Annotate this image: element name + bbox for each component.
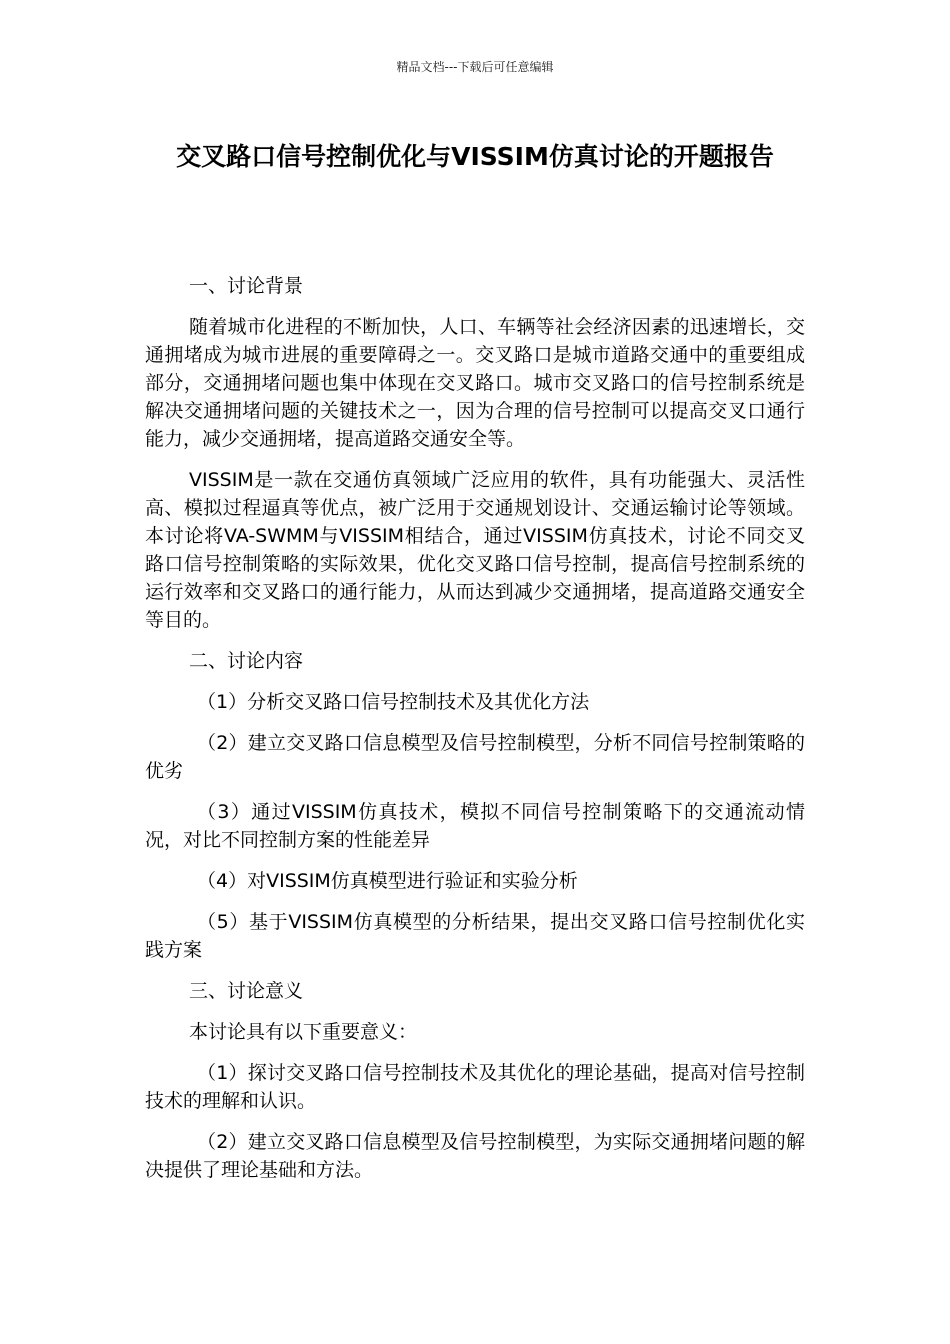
section-heading-content: 二、讨论内容 xyxy=(189,650,304,672)
document-body xyxy=(145,272,805,1197)
page-header-note: 精品文档---下载后可任意编辑 xyxy=(396,60,554,74)
content-item-1: （1）分析交叉路口信号控制技术及其优化方法 xyxy=(197,691,590,713)
background-paragraph-1: 随着城市化进程的不断加快，人口、车辆等社会经济因素的迅速增长，交通拥堵成为城市进展的重要障碍之一。交叉路口是城市道路交通中的重要组成部分，交通拥堵问题也集中体现在交叉路口。城市交叉路口的信号控制系统是解决交通拥堵问题的关键技术之一，因为合理的信号控制可以提高交叉口通行能力，减少交通拥堵，提高道路交通安全等。 xyxy=(145,316,805,450)
significance-item-2: （2）建立交叉路口信息模型及信号控制模型，为实际交通拥堵问题的解决提供了理论基础和方法。 xyxy=(145,1131,805,1181)
content-item-3: （3）通过VISSIM仿真技术，模拟不同信号控制策略下的交通流动情况，对比不同控制方案的性能差异 xyxy=(145,801,805,851)
background-paragraph-2: VISSIM是一款在交通仿真领域广泛应用的软件，具有功能强大、灵活性高、模拟过程逼真等优点，被广泛用于交通规划设计、交通运输讨论等领域。本讨论将VA-SWMM与VISSIM相结合，通过VISSIM仿真技术，讨论不同交叉路口信号控制策略的实际效果，优化交叉路口信号控制，提高信号控制系统的运行效率和交叉路口的通行能力，从而达到减少交通拥堵，提高道路交通安全等目的。 xyxy=(145,469,805,631)
section-heading-significance: 三、讨论意义 xyxy=(189,980,304,1002)
content-item-5: （5）基于VISSIM仿真模型的分析结果，提出交叉路口信号控制优化实践方案 xyxy=(145,911,805,961)
significance-item-1: （1）探讨交叉路口信号控制技术及其优化的理论基础，提高对信号控制技术的理解和认识。 xyxy=(145,1062,805,1112)
section-heading-background: 一、讨论背景 xyxy=(189,275,304,297)
content-item-4: （4）对VISSIM仿真模型进行验证和实验分析 xyxy=(197,870,578,892)
significance-intro: 本讨论具有以下重要意义： xyxy=(189,1021,418,1043)
content-item-2: （2）建立交叉路口信息模型及信号控制模型，分析不同信号控制策略的优劣 xyxy=(145,732,805,782)
document-title: 交叉路口信号控制优化与VISSIM仿真讨论的开题报告 xyxy=(176,142,774,171)
